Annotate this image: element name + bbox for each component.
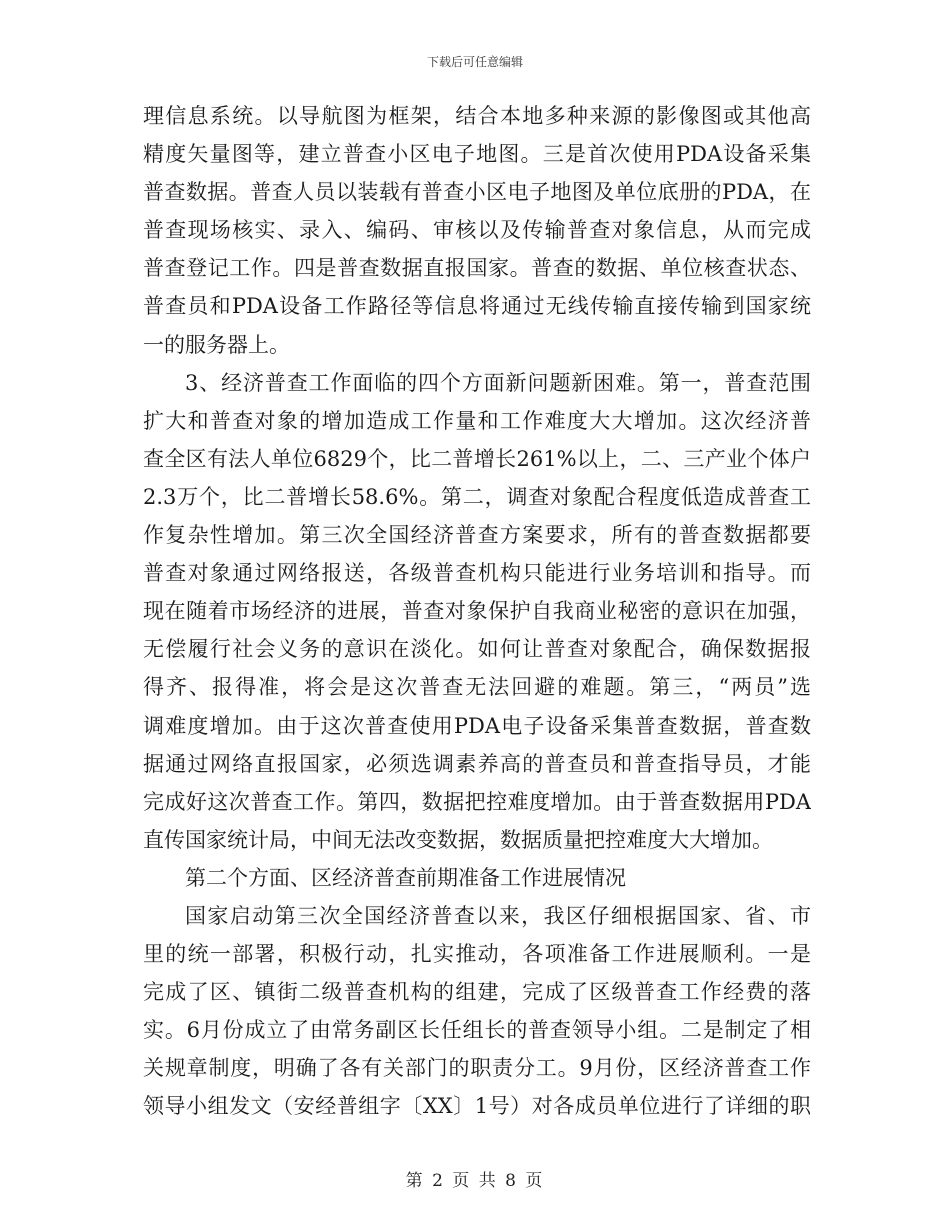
text-line: 第二个方面、区经济普查前期准备工作进展情况 (185, 865, 626, 890)
text-line: 里的统一部署，积极行动，扎实推动，各项准备工作进展顺利。一是 (143, 942, 811, 967)
text-line: 一的服务器上。 (143, 332, 290, 357)
text-line: 直传国家统计局，中间无法改变数据，数据质量把控难度大大增加。 (143, 827, 773, 852)
text-line: 普查登记工作。四是普查数据直报国家。普查的数据、单位核查状态、 (143, 256, 811, 281)
text-line: 关规章制度，明确了各有关部门的职责分工。9月份，区经济普查工作 (143, 1056, 811, 1081)
text-line: 现在随着市场经济的进展，普查对象保护自我商业秘密的意识在加强， (143, 599, 811, 624)
text-line: 无偿履行社会义务的意识在淡化。如何让普查对象配合，确保数据报 (143, 637, 811, 662)
text-line: 普查数据。普查人员以装载有普查小区电子地图及单位底册的PDA，在 (143, 180, 811, 205)
text-line: 普查对象通过网络报送，各级普查机构只能进行业务培训和指导。而 (143, 561, 811, 586)
text-line: 领导小组发文（安经普组字〔XX〕1号）对各成员单位进行了详细的职 (143, 1094, 811, 1119)
text-line: 完成了区、镇街二级普查机构的组建，完成了区级普查工作经费的落 (143, 980, 811, 1005)
text-line: 2.3万个，比二普增长58.6%。第二，调查对象配合程度低造成普查工 (143, 484, 811, 509)
text-line: 完成好这次普查工作。第四，数据把控难度增加。由于普查数据用PDA (143, 789, 811, 814)
text-line: 普查员和PDA设备工作路径等信息将通过无线传输直接传输到国家统 (143, 294, 811, 319)
text-line: 扩大和普查对象的增加造成工作量和工作难度大大增加。这次经济普 (143, 408, 811, 433)
page-header: 下载后可任意编辑 (426, 55, 523, 69)
document-body (143, 97, 811, 1126)
text-line: 作复杂性增加。第三次全国经济普查方案要求，所有的普查数据都要 (143, 523, 811, 548)
text-line: 得齐、报得准，将会是这次普查无法回避的难题。第三，“两员”选 (143, 675, 811, 700)
text-line: 国家启动第三次全国经济普查以来，我区仔细根据国家、省、市 (185, 903, 811, 928)
text-line: 实。6月份成立了由常务副区长任组长的普查领导小组。二是制定了相 (143, 1018, 811, 1043)
text-line: 查全区有法人单位6829个，比二普增长261%以上，二、三产业个体户 (143, 446, 811, 471)
text-line: 3、经济普查工作面临的四个方面新问题新困难。第一，普查范围 (185, 370, 811, 395)
text-line: 理信息系统。以导航图为框架，结合本地多种来源的影像图或其他高 (143, 104, 811, 128)
text-line: 精度矢量图等，建立普查小区电子地图。三是首次使用PDA设备采集 (143, 142, 811, 167)
page-footer: 第 2 页 共 8 页 (405, 1171, 545, 1191)
text-line: 调难度增加。由于这次普查使用PDA电子设备采集普查数据，普查数 (143, 713, 811, 738)
text-line: 普查现场核实、录入、编码、审核以及传输普查对象信息，从而完成 (143, 218, 811, 243)
text-line: 据通过网络直报国家，必须选调素养高的普查员和普查指导员，才能 (143, 751, 811, 776)
